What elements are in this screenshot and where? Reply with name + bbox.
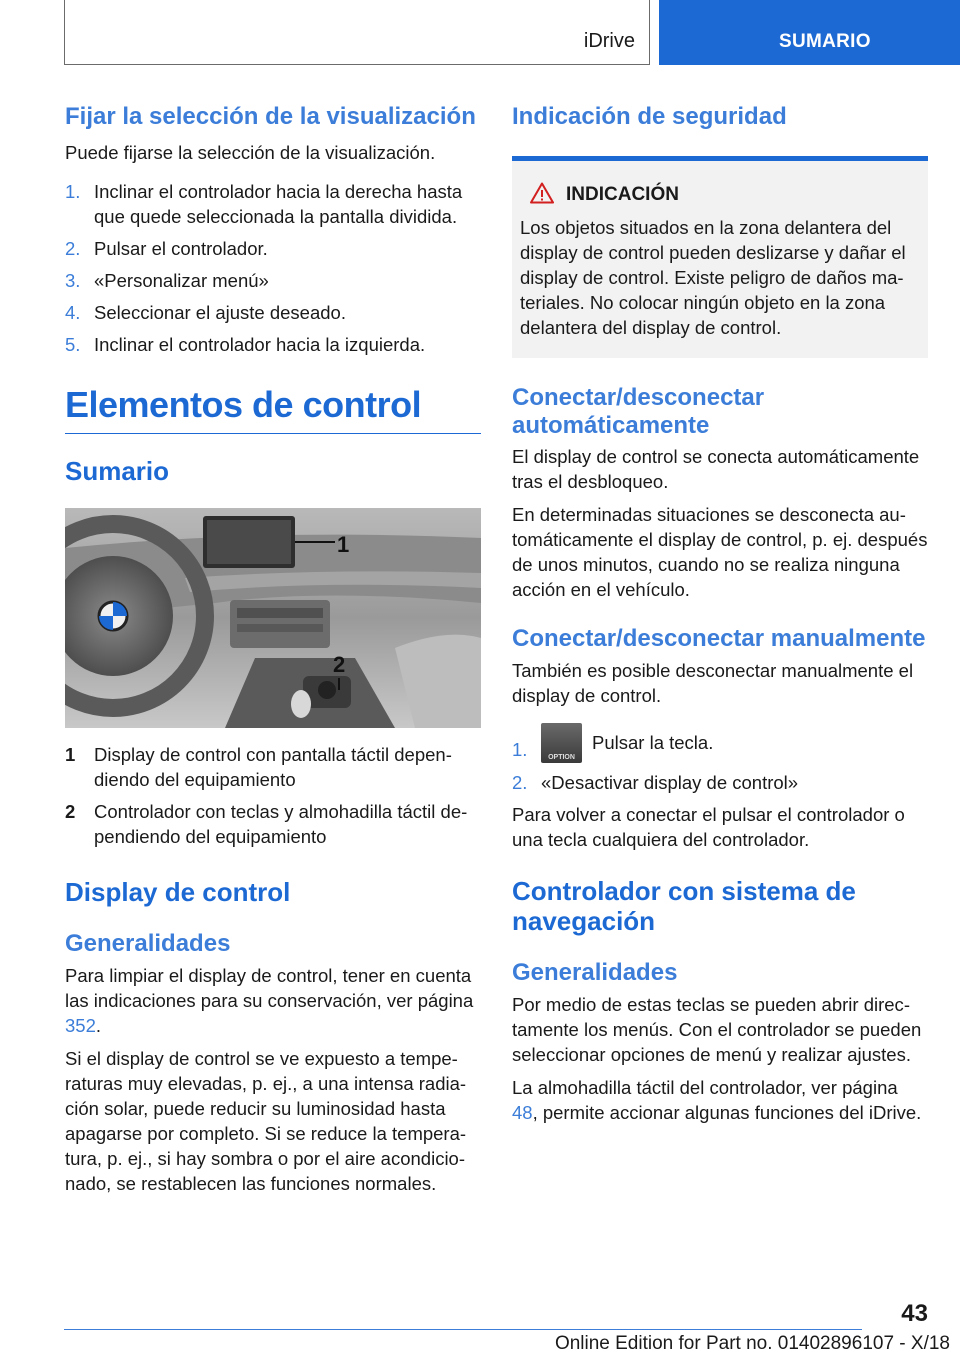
safety-note-box — [512, 156, 928, 358]
general-paragraph-2: Si el display de control se ve expuesto a temperaturas muy elevadas, p. ej., a una intensa radiación solar, puede reducir su luminosidad hasta apagarse por completo. Si se reduce la temperatura, p. ej., si hay sombra o por el aire acondicionado, se restablecen las funciones normales. — [65, 1048, 467, 1194]
list-item: 1. OPTION Pulsar la tecla. — [512, 722, 928, 763]
photo-legend — [65, 742, 481, 849]
right-column — [512, 102, 928, 1125]
photo-callout-1: 1 — [337, 532, 350, 557]
nav-paragraph-2: La almohadilla táctil del controlador, ver página 48, permite accionar algunas funciones del iDrive. — [512, 1077, 922, 1124]
footer-edition: Online Edition for Part no. 01402896107 - X/18 — [554, 1333, 950, 1354]
list-item: 5. Inclinar el controlador hacia la izquierda. — [65, 334, 426, 355]
footer-divider — [64, 1329, 862, 1330]
auto-paragraph-2: En determinadas situaciones se desconecta automáticamente el display de control, p. ej. después de unos minutos, cuando no se realiza ninguna acción en el vehículo. — [512, 504, 928, 600]
fix-selection-intro: Puede fijarse la selección de la visualización. — [65, 142, 436, 163]
list-item: 2. Pulsar el controlador. — [65, 238, 268, 259]
summary-button[interactable] — [659, 0, 960, 65]
list-item: 1. Inclinar el controlador hacia la derecha hasta que quede seleccionada la pantalla dividida. — [65, 181, 463, 227]
nav-paragraph-1: Por medio de estas teclas se pueden abrir directamente los menús. Con el controlador se pueden seleccionar opciones de menú y realizar ajustes. — [512, 994, 922, 1066]
auto-heading: Conectar/desconectar automáticamente — [512, 384, 765, 439]
list-item: 3. «Personalizar menú» — [65, 270, 269, 291]
display-control-heading: Display de control — [65, 877, 291, 907]
list-item: 2. «Desactivar display de control» — [512, 772, 799, 794]
fix-selection-heading: Fijar la selección de la visualización — [65, 103, 476, 130]
manual-steps — [512, 722, 928, 795]
manual-paragraph-1: También es posible desconectar manualmente el display de control. — [512, 660, 914, 706]
section-title: iDrive — [583, 30, 635, 52]
nav-general-heading: Generalidades — [512, 959, 678, 987]
left-column — [65, 102, 481, 1196]
page-ref-link[interactable]: 352 — [65, 1015, 96, 1036]
photo-callout-2: 2 — [333, 652, 346, 677]
list-item: 2 Controlador con teclas y almohadilla táctil dependiendo del equipamiento — [65, 801, 468, 847]
nav-controller-heading: Controlador con sistema de navegación — [512, 876, 856, 937]
note-text: Los objetos situados en la zona delantera del display de control pueden deslizarse y dañar el display de control. Existe peligro de daños materiales. No colocar ningún objeto en la zona delantera del display de control. — [520, 217, 906, 338]
summary-button-label: SUMARIO — [779, 31, 871, 52]
list-item: 4. Seleccionar el ajuste deseado. — [65, 302, 346, 323]
general-heading: Generalidades — [65, 930, 231, 957]
cockpit-illustration — [65, 508, 481, 728]
fix-selection-steps — [65, 179, 481, 357]
auto-paragraph-1: El display de control se conecta automáticamente tras el desbloqueo. — [512, 446, 920, 492]
manual-heading: Conectar/desconectar manualmente — [512, 625, 926, 652]
option-key-icon: OPTION — [541, 723, 582, 763]
page-number: 43 — [901, 1300, 928, 1327]
manual-paragraph-2: Para volver a conectar el pulsar el controlador o una tecla cualquiera del controlador. — [512, 804, 905, 851]
note-title: INDICACIÓN — [520, 183, 920, 207]
page-ref-link[interactable]: 48 — [512, 1102, 533, 1124]
summary-heading: Sumario — [65, 456, 170, 486]
section-header-tab — [64, 0, 650, 65]
general-paragraph-1: Para limpiar el display de control, tener en cuenta las indicaciones para su conservación, ver página 352. — [65, 965, 474, 1036]
cockpit-photo — [65, 508, 481, 728]
chapter-title: Elementos de control — [65, 383, 481, 434]
safety-heading: Indicación de seguridad — [512, 103, 787, 130]
warning-triangle-icon — [530, 182, 554, 204]
list-item: 1 Display de control con pantalla táctil dependiendo del equipamiento — [65, 744, 452, 790]
